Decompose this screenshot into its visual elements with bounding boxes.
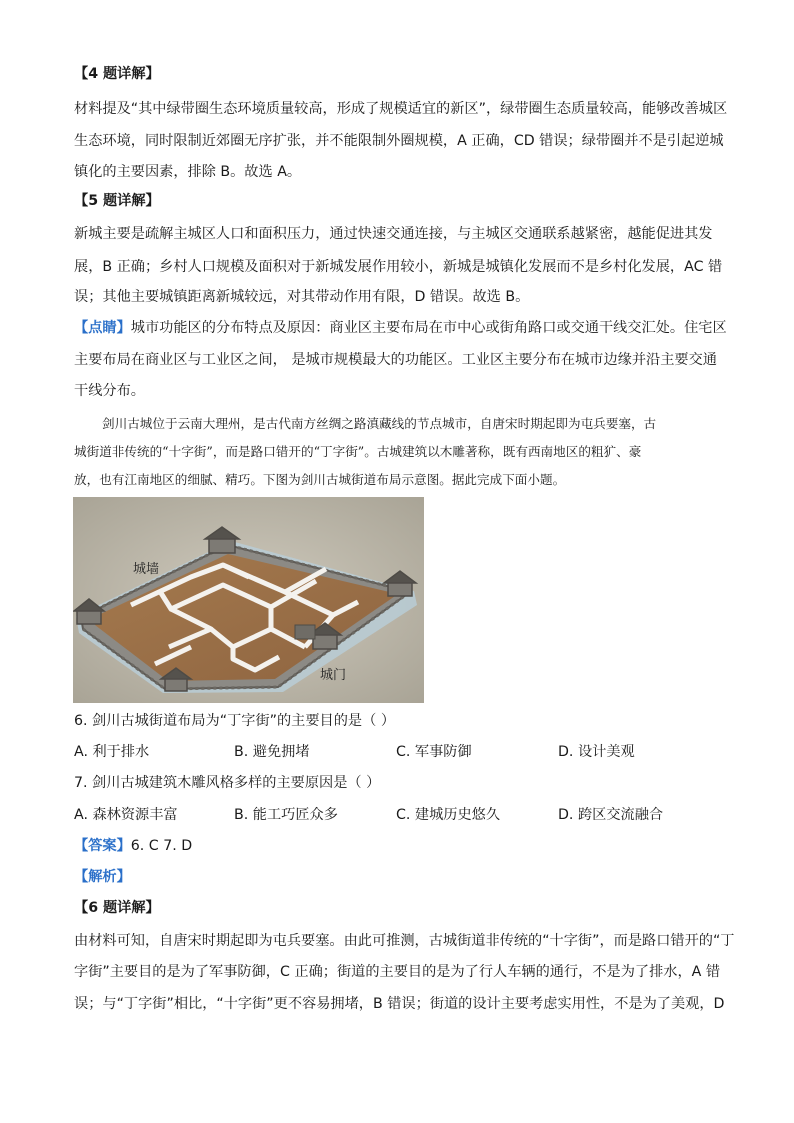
city-gate [295, 625, 315, 639]
passage-line-1: 剑川古城位于云南大理州，是古代南方丝绸之路滇藏线的节点城市，自唐宋时期起即为屯兵要塞，古 [102, 416, 657, 431]
q6-option-b: B. 避免拥堵 [234, 744, 310, 760]
q7-option-b: B. 能工巧匠众多 [234, 807, 338, 823]
jianchuan-street-layout-figure [73, 497, 424, 703]
q4-text-line-1: 材料提及“其中绿带圈生态环境质量较高，形成了规模适宜的新区”，绿带圈生态质量较高，能够改善城区 [74, 101, 728, 117]
q6-option-a: A. 利于排水 [74, 744, 150, 760]
passage-line-2: 城街道非传统的“十字街”，而是路口错开的“丁字街”。古城建筑以木雕著称，既有西南地区的粗犷、豪 [74, 444, 642, 459]
q6-stem: 6. 剑川古城街道布局为“丁字街”的主要目的是（ ） [74, 713, 396, 729]
q6-explain-line-3: 误；与“丁字街”相比，“十字街”更不容易拥堵，B 错误；街道的设计主要考虑实用性，不是为了美观，D [74, 996, 725, 1012]
q6-option-c: C. 军事防御 [396, 744, 472, 760]
wall-label: 城墙 [133, 562, 160, 577]
q6-explain-line-1: 由材料可知，自唐宋时期起即为屯兵要塞。由此可推测，古城街道非传统的“十字街”，而是路口错开的“丁 [74, 933, 735, 949]
q5-text-line-2: 展，B 正确；乡村人口规模及面积对于新城发展作用较小，新城是城镇化发展而不是乡村化发展，AC 错 [74, 259, 723, 275]
q7-option-d: D. 跨区交流融合 [558, 807, 664, 823]
q7-option-a: A. 森林资源丰富 [74, 807, 178, 823]
analysis-label: 【解析】 [74, 869, 131, 885]
answer-label: 【答案】 [74, 838, 131, 854]
answer-text: 6. C 7. D [130, 838, 193, 854]
q6-heading: 【6 题详解】 [74, 900, 160, 916]
q7-option-c: C. 建城历史悠久 [396, 807, 501, 823]
q4-heading: 【4 题详解】 [74, 66, 160, 82]
answer-line [74, 836, 192, 856]
q5-heading: 【5 题详解】 [74, 193, 160, 209]
q4-text-line-2: 生态环境，同时限制近郊圈无序扩张，并不能限制外圈规模，A 正确，CD 错误；绿带圈并不是引起逆城 [74, 133, 724, 149]
q4-text-line-3: 镇化的主要因素，排除 B。故选 A。 [74, 164, 302, 180]
q6-explain-line-2: 字街”主要目的是为了军事防御，C 正确；街道的主要目的是为了行人车辆的通行，不是为了排水，A 错 [74, 964, 721, 980]
tip-text-line-3: 干线分布。 [74, 383, 145, 399]
passage-line-3: 放，也有江南地区的细腻、精巧。下图为剑川古城街道布局示意图。据此完成下面小题。 [74, 472, 566, 487]
q5-text-line-1: 新城主要是疏解主城区人口和面积压力，通过快速交通连接，与主城区交通联系越紧密，越能促进其发 [74, 226, 713, 242]
gate-label: 城门 [320, 668, 347, 683]
q7-stem: 7. 剑川古城建筑木雕风格多样的主要原因是（ ） [74, 775, 381, 791]
tip-label: 【点睛】 [74, 320, 131, 336]
q5-text-line-3: 误；其他主要城镇距离新城较远，对其带动作用有限，D 错误。故选 B。 [74, 289, 530, 305]
tip-line-1 [74, 318, 727, 338]
q6-option-d: D. 设计美观 [558, 744, 635, 760]
tip-text-line-2: 主要布局在商业区与工业区之间， 是城市规模最大的功能区。工业区主要分布在城市边缘并沿主要交通 [74, 352, 717, 368]
tip-text-line-1: 城市功能区的分布特点及原因：商业区主要布局在市中心或街角路口或交通干线交汇处。住宅区 [130, 320, 727, 336]
